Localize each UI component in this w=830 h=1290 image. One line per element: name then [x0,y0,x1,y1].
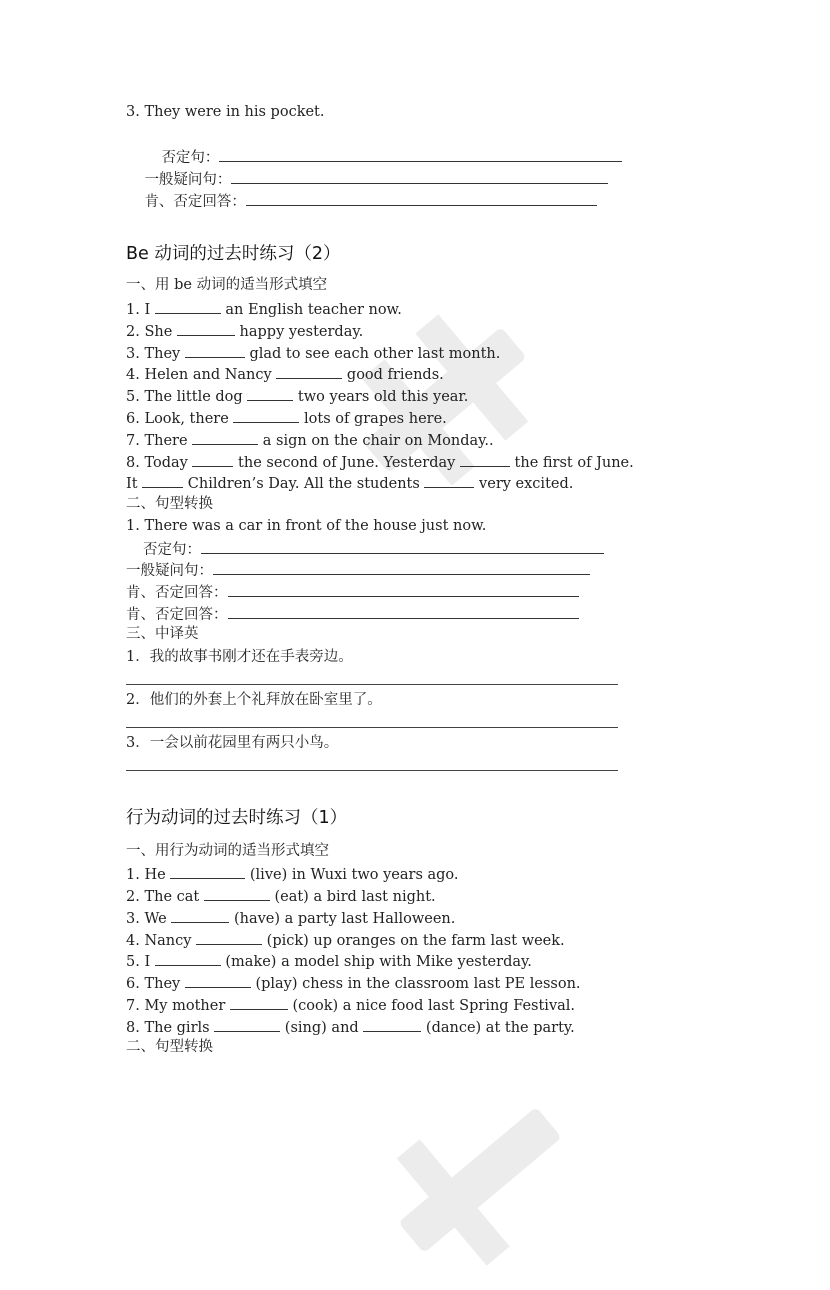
part-heading: 二、句型转换 [126,496,213,512]
exercise-item [126,949,532,971]
item-text: 7. My mother [126,998,230,1014]
part-heading: 三、中译英 [126,626,199,642]
exercise-item [126,906,455,928]
answer-row [126,145,608,188]
exercise-item [126,1015,575,1037]
question-text: 3. They were in his pocket. [126,104,325,120]
item-text: 8. Today [126,455,193,471]
exercise-item [126,406,447,428]
question-text: 1. There was a car in front of the house just now. [126,518,487,534]
exercise-item [126,971,581,993]
answer-blank[interactable] [276,362,342,379]
part-heading: 二、句型转换 [126,1039,213,1055]
answer-blank[interactable] [233,406,299,423]
watermark-logo [370,1070,590,1290]
item-text: (make) a model ship with Mike yesterday. [220,954,532,970]
short-answer-label: 肯、否定回答： [126,607,228,623]
exercise-item [126,928,565,950]
exercise-item [126,993,575,1015]
answer-blank[interactable] [196,928,262,945]
item-text: 7. There [126,433,193,449]
answer-row [126,167,597,210]
item-text: 8. The girls [126,1020,215,1036]
answer-blank[interactable] [170,862,245,879]
item-text: Children’s Day. All the students [183,476,425,492]
answer-row [126,558,590,580]
answer-row [143,537,604,559]
item-text: 1. He [126,867,171,883]
answer-row [143,123,622,166]
answer-blank[interactable] [228,602,579,619]
item-text: an English teacher now. [220,302,402,318]
exercise-item [126,884,436,906]
item-text: (have) a party last Halloween. [229,911,456,927]
exercise-item [126,362,444,384]
answer-line[interactable] [126,770,618,771]
item-text: (sing) and [280,1020,364,1036]
item-text: very excited. [474,476,574,492]
exercise-item [126,384,468,406]
section-title: Be 动词的过去时练习（2） [126,244,341,264]
answer-blank[interactable] [363,1015,421,1032]
item-text: a sign on the chair on Monday.. [258,433,494,449]
item-text: happy yesterday. [234,324,364,340]
item-text: (dance) at the party. [421,1020,575,1036]
item-text: glad to see each other last month. [244,346,501,362]
answer-blank[interactable] [192,428,258,445]
answer-blank[interactable] [230,993,288,1010]
item-text: 1. I [126,302,155,318]
answer-row [126,580,579,602]
item-text: 6. They [126,976,185,992]
answer-row [126,602,579,624]
item-text: 4. Nancy [126,933,197,949]
item-text: (play) chess in the classroom last PE lesson. [250,976,581,992]
item-text: 5. The little dog [126,389,248,405]
section-title: 行为动词的过去时练习（1） [126,808,348,828]
item-text: 4. Helen and Nancy [126,367,277,383]
answer-blank[interactable] [214,1015,280,1032]
answer-blank[interactable] [177,319,235,336]
item-text: 2. She [126,324,177,340]
item-text: (live) in Wuxi two years ago. [245,867,459,883]
short-answer-label: 肯、否定回答： [144,194,246,210]
answer-blank[interactable] [424,471,474,488]
answer-blank[interactable] [247,384,293,401]
answer-blank[interactable] [213,558,590,575]
part-heading: 一、用行为动词的适当形式填空 [126,843,329,859]
answer-blank[interactable] [201,537,604,554]
exercise-item [126,471,573,493]
answer-blank[interactable] [460,450,510,467]
item-text: 5. I [126,954,155,970]
item-text: It [126,476,143,492]
negative-label: 否定句： [143,542,201,558]
exercise-item [126,297,402,319]
answer-blank[interactable] [155,949,221,966]
answer-blank[interactable] [185,971,251,988]
item-text: 3. They [126,346,185,362]
item-text: (eat) a bird last night. [269,889,436,905]
item-text: (cook) a nice food last Spring Festival. [287,998,576,1014]
item-text: 2. The cat [126,889,204,905]
answer-blank[interactable] [171,906,229,923]
answer-blank[interactable] [155,297,221,314]
exercise-item [126,319,363,341]
exercise-item [126,450,634,472]
negative-label: 否定句： [161,150,220,166]
general-question-label: 一般疑问句： [126,563,213,579]
item-text: two years old this year. [293,389,469,405]
item-text: 6. Look, there [126,411,234,427]
answer-blank[interactable] [142,471,183,488]
exercise-item [126,341,500,363]
answer-blank[interactable] [228,580,579,597]
short-answer-label: 肯、否定回答： [126,585,228,601]
translation-prompt: 1．我的故事书刚才还在手表旁边。 [126,649,353,665]
item-text: the first of June. [509,455,634,471]
answer-blank[interactable] [204,884,270,901]
translation-prompt: 3．一会以前花园里有两只小鸟。 [126,735,339,751]
answer-line[interactable] [126,727,618,728]
answer-blank[interactable] [185,341,245,358]
answer-blank[interactable] [246,189,597,206]
exercise-item [126,862,459,884]
exercise-item [126,428,494,450]
item-text: the second of June. Yesterday [233,455,460,471]
translation-prompt: 2．他们的外套上个礼拜放在卧室里了。 [126,692,382,708]
item-text: lots of grapes here. [299,411,447,427]
item-text: (pick) up oranges on the farm last week. [262,933,565,949]
part-heading: 一、用 be 动词的适当形式填空 [126,277,328,293]
answer-line[interactable] [126,684,618,685]
item-text: 3. We [126,911,172,927]
general-question-label: 一般疑问句： [144,172,232,188]
item-text: good friends. [342,367,444,383]
answer-blank[interactable] [192,450,233,467]
